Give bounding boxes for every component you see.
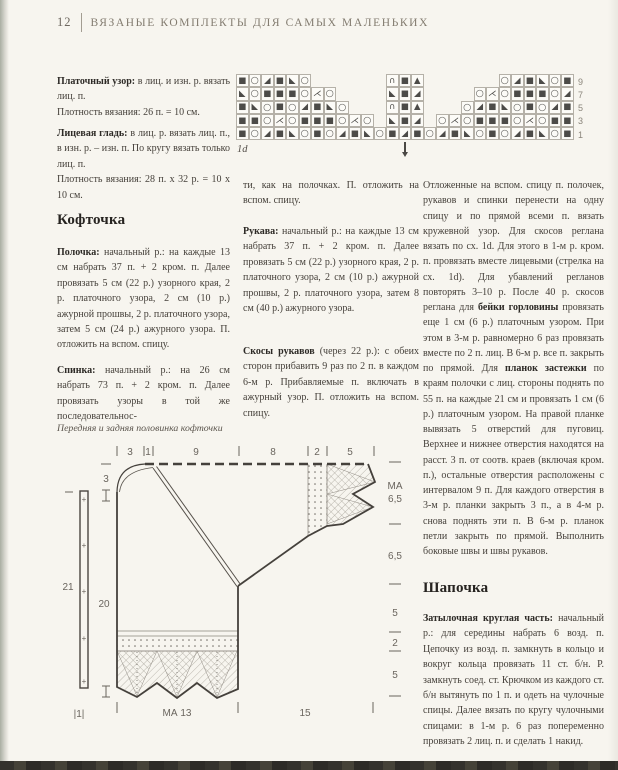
text-yoke-3: по краям полочки с лиц. стороны поднять по 55 п. на каждые 21 см и провязать 1 см (6 р.) платочным узором. На правой планке вывязать 5 отверстий для пуговиц. Верхнее и нижнее отверстия находятся на расст. 3 п. от соотв. краев (включая кром. п.), остальные отверстия расположены с интервалом 9 п. Для каждого отверстия в 3-м р. планки закрыть 3 п., а в 4-м р. снова поднять эти п. В 6-м р. планок петли закрыть по прямой. Выполнить боковые швы и швы рукавов. xyxy=(423,363,604,557)
paragraph-sleeves xyxy=(243,224,419,316)
paragraph-stockinette xyxy=(57,126,230,203)
chart-cell-f: ■ xyxy=(486,114,499,127)
paragraph-yoke-assembly xyxy=(423,178,604,559)
chart-cell-tl: ◣ xyxy=(536,74,549,87)
chart-cell-tr: ◢ xyxy=(549,101,562,114)
chart-cell-f: ■ xyxy=(549,114,562,127)
text-yoke-1: Отложенные на вспом. спицу п. полочек, рукавов и спинки перенести на одну спицу и по прямой всеми п. вязать кружевной узор. Для скосов реглана вязать по сх. 1d. Для этого в 1-м р. кром. п. провязать вместе лицевыми (стрелка на сх. 1d). Для убавлений регланов повторять 3–10 р. После 40 р. скосов реглана для xyxy=(423,180,604,313)
chart-cell-o: ○ xyxy=(424,127,437,140)
chart-row-number: 9 xyxy=(578,76,584,87)
paragraph-sleeve-slopes xyxy=(243,344,419,421)
text-front: начальный р.: на каждые 13 см набрать 37 п. + 2 кром. п. Далее провязать 5 см (22 р.) узорного края, 2 р. платочного узора, 2 см (10 р.) ажурной прошвы, 2 р. платочного узора, затем 5 см (24 р.) ажурного узора. П. отложить на вспом. спицу. xyxy=(57,247,230,351)
chart-row-number: 3 xyxy=(578,116,584,127)
top-label-8: 8 xyxy=(270,447,276,458)
chart-cell-o: ○ xyxy=(499,74,512,87)
text-plackets-bold: планок застежки xyxy=(505,363,587,374)
chart-cell-o: ○ xyxy=(336,101,349,114)
scan-edge-left xyxy=(0,0,9,770)
top-label-1: 1 xyxy=(145,447,151,458)
chart-cell-up: ▲ xyxy=(411,74,424,87)
chart-cell-f: ■ xyxy=(524,127,537,140)
left-label-21: 21 xyxy=(62,582,74,593)
chart-cell-o: ○ xyxy=(499,127,512,140)
chart-cell-f: ■ xyxy=(524,87,537,100)
chart-cell-o: ○ xyxy=(461,101,474,114)
section-heading-hat: Шапочка xyxy=(423,580,489,596)
chart-cell-f: ■ xyxy=(324,114,337,127)
diagram-top-ruler xyxy=(117,446,374,456)
schematic-diagram xyxy=(55,434,405,758)
chart-row-number: 1 xyxy=(578,129,584,140)
chart-cell-o: ○ xyxy=(261,101,274,114)
chart-cell-f: ■ xyxy=(261,87,274,100)
chart-cell-arc: ∩ xyxy=(386,74,399,87)
chart-label: 1d xyxy=(237,144,248,155)
chart-cell-tr: ◢ xyxy=(261,127,274,140)
chart-cell-f: ■ xyxy=(286,87,299,100)
chart-cell-f: ■ xyxy=(311,114,324,127)
chart-cell-o: ○ xyxy=(261,114,274,127)
chart-cell-o: ○ xyxy=(336,114,349,127)
chart-cell-tl: ◣ xyxy=(461,127,474,140)
chart-cell-k: ⋌ xyxy=(275,115,284,126)
paragraph-garter-pattern xyxy=(57,74,230,120)
svg-text:+: + xyxy=(81,541,87,550)
text-stockinette: в лиц. р. вязать лиц. п., в изн. р. – изн. п. По кругу вязать только лиц. п. xyxy=(57,128,230,170)
chart-cell-f: ■ xyxy=(524,74,537,87)
chart-cell-f: ■ xyxy=(236,114,249,127)
gauge-garter: Плотность вязания: 26 п. = 10 см. xyxy=(57,106,200,118)
chart-cell-o: ○ xyxy=(361,114,374,127)
chart-cell-f: ■ xyxy=(236,74,249,87)
svg-text:+: + xyxy=(81,634,87,643)
chart-cell-tl: ◣ xyxy=(386,114,399,127)
chart-cell-k: ⋌ xyxy=(525,115,534,126)
chart-cell-f: ■ xyxy=(536,87,549,100)
bottom-label-one: |1| xyxy=(73,709,85,720)
chart-cell-o: ○ xyxy=(549,127,562,140)
right-label-65: 6,5 xyxy=(388,551,402,562)
top-label-9: 9 xyxy=(193,447,199,458)
chart-cell-o: ○ xyxy=(249,87,262,100)
text-neckband-bold: бейки горловины xyxy=(478,302,559,313)
svg-text:+: + xyxy=(81,677,87,686)
neck-depth-marks xyxy=(101,464,111,697)
chart-cell-k: ⋌ xyxy=(488,88,497,99)
chart-cell-f: ■ xyxy=(399,74,412,87)
text-back-continued: ти, как на полочках. П. отложить на вспом. спицу. xyxy=(243,180,419,207)
chart-cell-f: ■ xyxy=(524,101,537,114)
page-title: ВЯЗАНЫЕ КОМПЛЕКТЫ ДЛЯ САМЫХ МАЛЕНЬКИХ xyxy=(90,16,429,29)
chart-cell-f: ■ xyxy=(311,127,324,140)
page-number: 12 xyxy=(57,15,72,29)
chart-cell-f: ■ xyxy=(561,127,574,140)
chart-repeat-arrow xyxy=(401,142,409,157)
scan-shade-right xyxy=(608,0,618,770)
top-label-2: 2 xyxy=(314,447,320,458)
chart-cell-f: ■ xyxy=(399,101,412,114)
text-yoke-2: провязать еще 1 см (6 р.) платочным узором. При этом в 3-м р. равномерно 6 раз провязать вместе по 2 п. лиц. В 6-м р. все п. закрыть по прямой. Для xyxy=(423,302,604,374)
lead-sleeve-slopes: Скосы рукавов xyxy=(243,346,315,357)
band-lines xyxy=(117,464,327,651)
bottom-label-ma13: МА 13 xyxy=(162,708,192,719)
chart-cell-f: ■ xyxy=(486,127,499,140)
paragraph-front xyxy=(57,245,230,353)
chart-cell-tr: ◢ xyxy=(261,74,274,87)
chart-cell-tr: ◢ xyxy=(399,127,412,140)
chart-cell-f: ■ xyxy=(349,127,362,140)
chart-cell-o: ○ xyxy=(374,127,387,140)
text-sleeve-slopes: (через 22 р.): с обеих сторон прибавить 9 раз по 2 п. в каждом 6-м р. Прибавляемые п. включать в ажурный узор. П. отложить на вспом. спицу. xyxy=(243,346,419,419)
chart-cell-o: ○ xyxy=(511,101,524,114)
lead-garter: Платочный узор: xyxy=(57,76,136,87)
chart-cell-o: ○ xyxy=(299,127,312,140)
chart-cell-f: ■ xyxy=(561,101,574,114)
chart-cell-f: ■ xyxy=(249,114,262,127)
top-label-5: 5 xyxy=(347,447,353,458)
chart-cell-f: ■ xyxy=(411,127,424,140)
chart-cell-f: ■ xyxy=(236,127,249,140)
chart-cell-tr: ◢ xyxy=(299,101,312,114)
page-header xyxy=(57,13,429,32)
diagram-bottom-ruler xyxy=(117,702,373,713)
svg-text:+: + xyxy=(81,587,87,596)
chart-cell-f: ■ xyxy=(299,114,312,127)
gauge-stockinette: Плотность вязания: 28 п. х 32 р. = 10 х 10 см. xyxy=(57,174,230,201)
chart-cell-o: ○ xyxy=(299,74,312,87)
chart-cell-f: ■ xyxy=(399,87,412,100)
chart-cell-tr: ◢ xyxy=(474,101,487,114)
chart-cell-tl: ◣ xyxy=(499,101,512,114)
diagram-caption: Передняя и задняя половинка кофточки xyxy=(57,423,223,434)
chart-cell-f: ■ xyxy=(561,74,574,87)
right-label-ma-65: 6,5 xyxy=(388,494,402,505)
text-hat-back: начальный р.: для середины набрать 6 возд. п. Цепочку из возд. п. замкнуть в кольцо и вокруг кольца провязать 11 ст. б/н. Р. замкнуть соед. ст. Крючком из каждого ст. б/н вытянуть по 1 п. и одеть на чулочные спицы. Далее вязать по кругу чулочными спицами: в 1-м р. 6 раз попеременно провязать 2 лиц. п. и сделать 1 накид. xyxy=(423,613,604,748)
chart-row-number: 7 xyxy=(578,89,584,100)
text-sleeves: начальный р.: на каждые 13 см набрать 37 п. + 2 кром. п. Далее провязать 5 см (22 р.) узорного края, 2 р. платочного узора, 2 см (10 р.) ажурной прошвы, 2 р. платочного узора, затем 8 см (40 р.) ажурного узора. xyxy=(243,226,419,315)
chart-cell-k: ⋌ xyxy=(350,115,359,126)
lead-hat-back: Затылочная круглая часть: xyxy=(423,613,553,624)
arrow-shaft xyxy=(404,142,405,152)
chart-cell-f: ■ xyxy=(274,101,287,114)
section-heading-jacket: Кофточка xyxy=(57,212,126,228)
chart-cell-f: ■ xyxy=(386,127,399,140)
chart-cell-tl: ◣ xyxy=(249,101,262,114)
chart-cell-o: ○ xyxy=(474,127,487,140)
paragraph-hat-back xyxy=(423,611,604,750)
right-label-5b: 5 xyxy=(392,670,398,681)
chart-cell-k: ⋌ xyxy=(313,88,322,99)
left-label-3: 3 xyxy=(103,474,109,485)
arrow-head-icon xyxy=(402,152,408,157)
chart-cell-tl: ◣ xyxy=(286,74,299,87)
chart-cell-o: ○ xyxy=(474,87,487,100)
chart-cell-o: ○ xyxy=(461,114,474,127)
chart-cell-tr: ◢ xyxy=(561,87,574,100)
chart-cell-tl: ◣ xyxy=(361,127,374,140)
chart-cell-tr: ◢ xyxy=(411,114,424,127)
lead-stockinette: Лицевая гладь: xyxy=(57,128,128,139)
chart-cell-o: ○ xyxy=(549,87,562,100)
header-divider xyxy=(81,13,82,32)
chart-cell-o: ○ xyxy=(249,74,262,87)
right-label-ma: МА xyxy=(387,481,403,492)
paragraph-back-continued xyxy=(243,178,419,209)
chart-cell-o: ○ xyxy=(249,127,262,140)
chart-cell-f: ■ xyxy=(274,127,287,140)
lead-sleeves: Рукава: xyxy=(243,226,279,237)
chart-cell-f: ■ xyxy=(236,101,249,114)
chart-cell-o: ○ xyxy=(299,87,312,100)
svg-text:+: + xyxy=(81,495,87,504)
chart-cell-f: ■ xyxy=(311,101,324,114)
lead-back: Спинка: xyxy=(57,365,96,376)
right-label-5a: 5 xyxy=(392,608,398,619)
chart-cell-tl: ◣ xyxy=(324,101,337,114)
chart-cell-f: ■ xyxy=(499,114,512,127)
chart-cell-f: ■ xyxy=(474,114,487,127)
chart-cell-tr: ◢ xyxy=(511,127,524,140)
chart-cell-arc: ∩ xyxy=(386,101,399,114)
lead-front: Полочка: xyxy=(57,247,100,258)
chart-cell-o: ○ xyxy=(436,114,449,127)
bottom-label-15: 15 xyxy=(299,708,311,719)
chart-cell-f: ■ xyxy=(486,101,499,114)
chart-cell-o: ○ xyxy=(549,74,562,87)
chart-cell-tl: ◣ xyxy=(386,87,399,100)
chart-cell-f: ■ xyxy=(561,114,574,127)
chart-cell-f: ■ xyxy=(399,114,412,127)
paragraph-back xyxy=(57,363,230,425)
chart-cell-o: ○ xyxy=(324,127,337,140)
knitting-chart xyxy=(236,74,592,144)
chart-cell-o: ○ xyxy=(286,114,299,127)
chart-cell-tr: ◢ xyxy=(436,127,449,140)
chart-cell-f: ■ xyxy=(449,127,462,140)
chart-cell-k: ⋌ xyxy=(450,115,459,126)
text-garter: в лиц. и изн. р. вязать лиц. п. xyxy=(57,76,231,103)
chart-cell-o: ○ xyxy=(536,101,549,114)
chart-cell-f: ■ xyxy=(274,74,287,87)
chart-cell-o: ○ xyxy=(324,87,337,100)
text-back: начальный р.: на 26 см набрать 73 п. + 2 кром. п. Далее провязать узоры в той же последовательнос- xyxy=(57,365,230,423)
chart-cell-tl: ◣ xyxy=(236,87,249,100)
chart-cell-tl: ◣ xyxy=(286,127,299,140)
chart-cell-tr: ◢ xyxy=(411,87,424,100)
chart-cell-tr: ◢ xyxy=(336,127,349,140)
chart-cell-f: ■ xyxy=(511,87,524,100)
scan-edge-bottom xyxy=(0,761,618,770)
chart-cell-tr: ◢ xyxy=(511,74,524,87)
chart-cell-o: ○ xyxy=(536,114,549,127)
chart-cell-o: ○ xyxy=(499,87,512,100)
chart-cell-up: ▲ xyxy=(411,101,424,114)
top-label-3: 3 xyxy=(127,447,133,458)
left-label-20: 20 xyxy=(98,599,110,610)
right-label-2: 2 xyxy=(392,638,398,649)
chart-cell-o: ○ xyxy=(511,114,524,127)
chart-row-number: 5 xyxy=(578,103,584,114)
chart-cell-tl: ◣ xyxy=(536,127,549,140)
chart-cell-o: ○ xyxy=(286,101,299,114)
chart-cell-f: ■ xyxy=(274,87,287,100)
